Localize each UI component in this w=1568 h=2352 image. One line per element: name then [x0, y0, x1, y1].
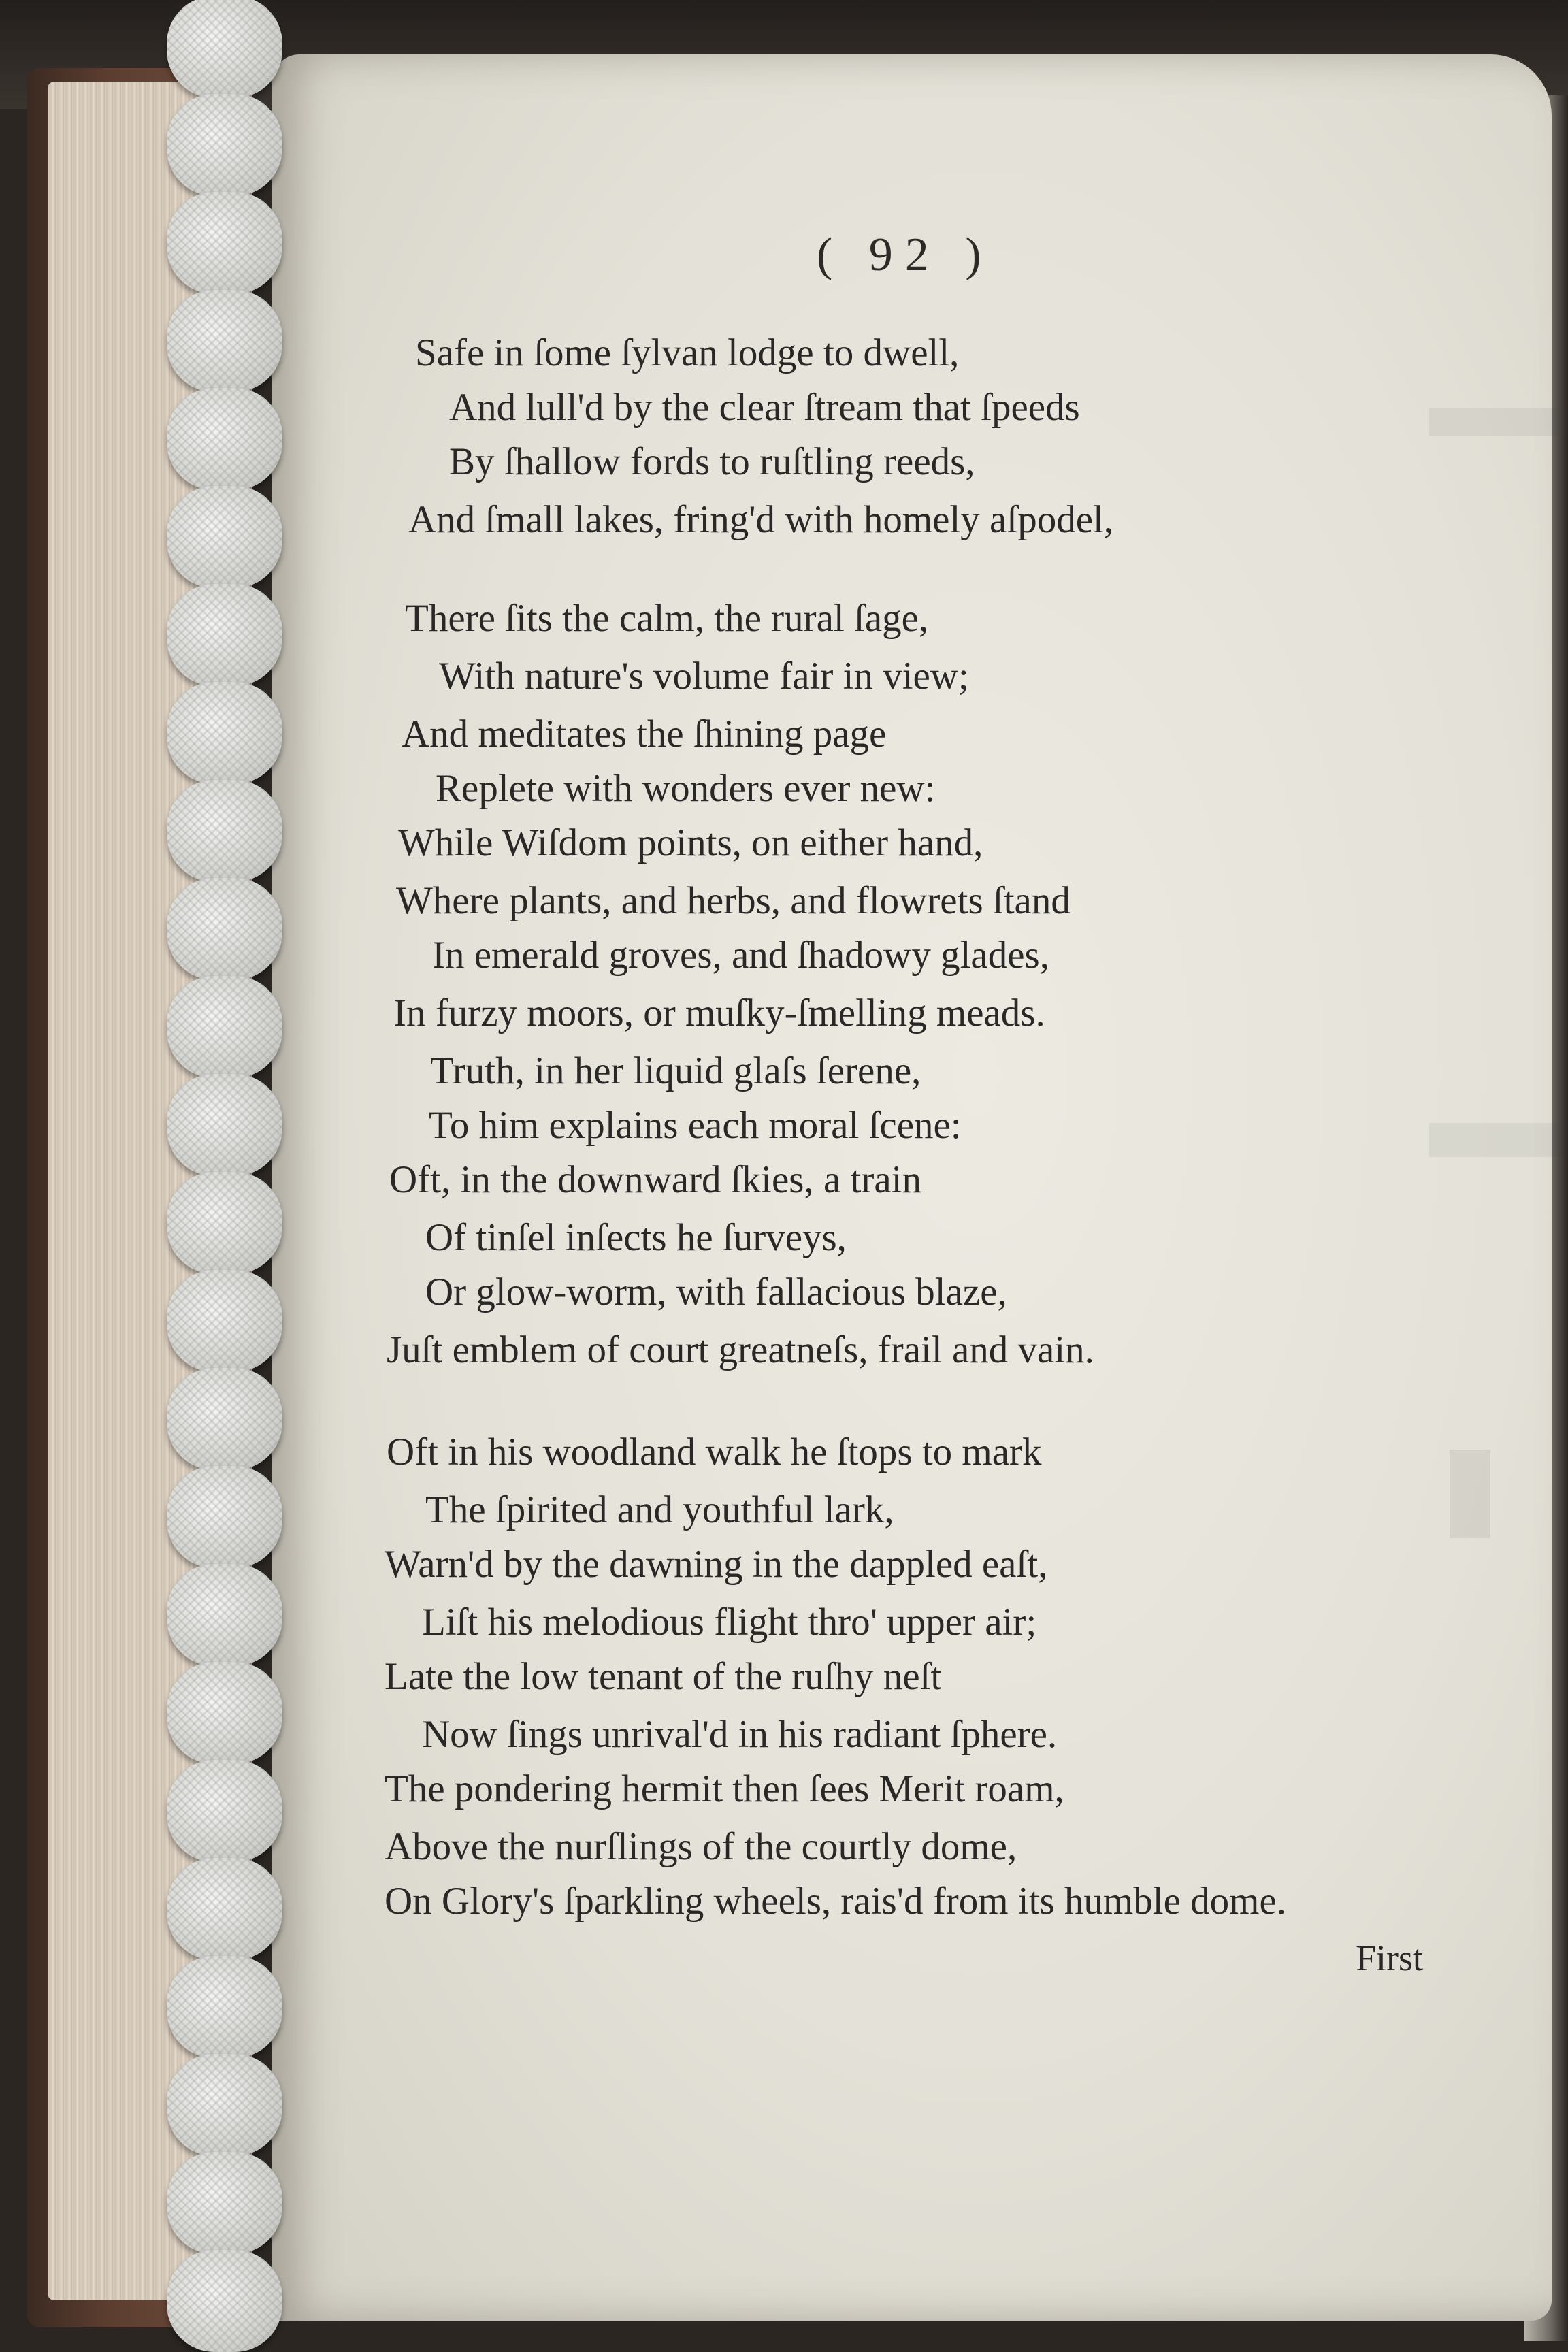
verse-line: Safe in ſome ſylvan lodge to dwell,	[415, 331, 960, 374]
verse-line: With nature's volume fair in view;	[439, 655, 969, 698]
bleed-through	[1429, 408, 1568, 436]
ribbon-segment	[167, 1270, 282, 1372]
verse-line: And meditates the ſhining page	[402, 713, 887, 755]
ribbon-segment	[167, 1564, 282, 1666]
ribbon-segment	[167, 1760, 282, 1862]
ribbon-segment	[167, 2250, 282, 2352]
ribbon-segment	[167, 94, 282, 196]
verse-line: Where plants, and herbs, and flowrets ſtand	[396, 879, 1071, 922]
verse-line: On Glory's ſparkling wheels, rais'd from its humble dome.	[385, 1880, 1286, 1923]
ribbon-segment	[167, 1368, 282, 1470]
ribbon-segment	[167, 486, 282, 588]
verse-line: And ſmall lakes, fring'd with homely aſpodel,	[408, 498, 1114, 541]
verse-line: By ſhallow fords to ruſtling reeds,	[449, 440, 975, 483]
verse-line: Juſt emblem of court greatneſs, frail and vain.	[387, 1328, 1094, 1371]
bookmark-ribbon[interactable]	[157, 0, 293, 2352]
ribbon-segment	[167, 682, 282, 784]
verse-line: To him explains each moral ſcene:	[429, 1104, 962, 1147]
ribbon-segment	[167, 1858, 282, 1960]
verse-line: The ſpirited and youthful lark,	[425, 1488, 894, 1531]
ribbon-segment	[167, 290, 282, 392]
page-number: ( 92 )	[817, 229, 994, 281]
ribbon-segment	[167, 1172, 282, 1274]
ribbon-segment	[167, 1074, 282, 1176]
verse-line: Or glow-worm, with fallacious blaze,	[425, 1271, 1007, 1313]
verse-line: Warn'd by the dawning in the dappled eaſt,	[385, 1543, 1048, 1586]
bleed-through	[1450, 1450, 1490, 1538]
verse-line: And lull'd by the clear ſtream that ſpeeds	[449, 386, 1080, 429]
ribbon-segment	[167, 976, 282, 1078]
verse-line: Liſt his melodious flight thro' upper air;	[422, 1601, 1037, 1644]
verse-line: Late the low tenant of the ruſhy neſt	[385, 1655, 942, 1698]
verse-line: In emerald groves, and ſhadowy glades,	[432, 934, 1049, 977]
verse-line: Above the nurſlings of the courtly dome,	[385, 1825, 1017, 1868]
verse-line: Now ſings unrival'd in his radiant ſphere.	[422, 1713, 1058, 1756]
verse-line: There ſits the calm, the rural ſage,	[405, 597, 929, 640]
ribbon-segment	[167, 1662, 282, 1764]
ribbon-segment	[167, 388, 282, 490]
ribbon-segment	[167, 878, 282, 980]
verse-line: Oft, in the downward ſkies, a train	[389, 1158, 921, 1201]
verse-line: In furzy moors, or muſky-ſmelling meads.	[393, 992, 1045, 1034]
ribbon-segment	[167, 1466, 282, 1568]
verse-line: The pondering hermit then ſees Merit roam,	[385, 1767, 1064, 1810]
verse-line: Truth, in her liquid glaſs ſerene,	[430, 1049, 921, 1092]
ribbon-segment	[167, 2152, 282, 2254]
ribbon-segment	[167, 2054, 282, 2156]
catchword: First	[1356, 1938, 1424, 1978]
ribbon-segment	[167, 584, 282, 686]
verse-line: While Wiſdom points, on either hand,	[398, 821, 983, 864]
verse-line: Replete with wonders ever new:	[436, 767, 936, 810]
ribbon-segment	[167, 1956, 282, 2058]
ribbon-segment	[167, 192, 282, 294]
bleed-through	[1429, 1123, 1568, 1157]
ribbon-segment	[167, 780, 282, 882]
verse-line: Oft in his woodland walk he ſtops to mark	[387, 1431, 1042, 1473]
ribbon-segment	[167, 0, 282, 98]
verse-line: Of tinſel inſects he ſurveys,	[425, 1216, 847, 1259]
